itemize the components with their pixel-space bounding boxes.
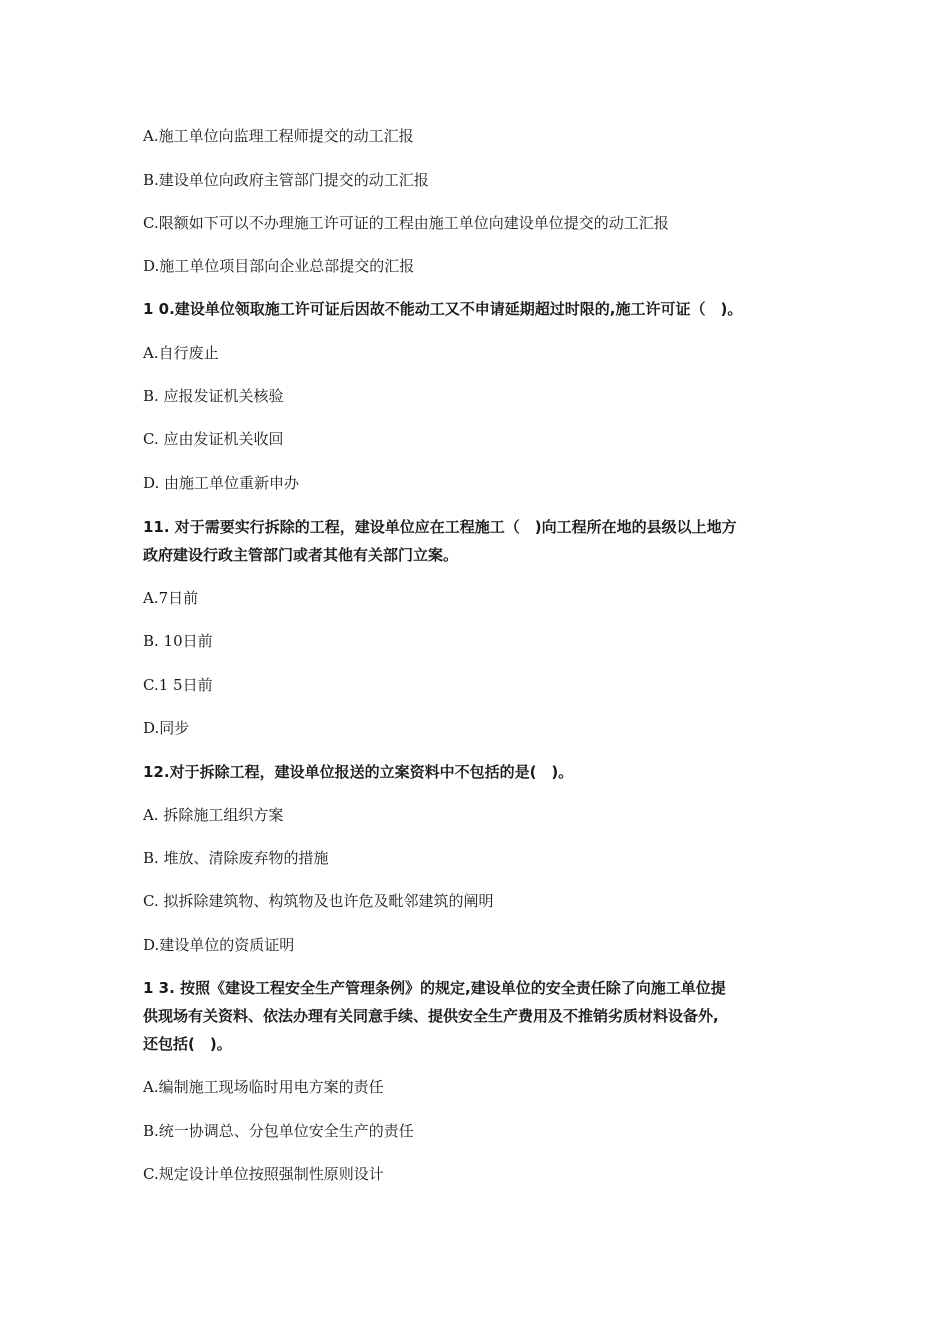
option-9b: B.建设单位向政府主管部门提交的动工汇报 (143, 171, 429, 189)
option-11b: B. 10日前 (143, 632, 213, 650)
option-13a: A.编制施工现场临时用电方案的责任 (143, 1078, 384, 1096)
option-13b: B.统一协调总、分包单位安全生产的责任 (143, 1122, 414, 1140)
option-10c: C. 应由发证机关收回 (143, 430, 284, 448)
option-9a: A.施工单位向监理工程师提交的动工汇报 (143, 127, 414, 145)
option-9d: D.施工单位项目部向企业总部提交的汇报 (143, 257, 415, 275)
question-13-line-3: 还包括( )。 (143, 1035, 232, 1053)
option-10d: D. 由施工单位重新申办 (143, 474, 300, 492)
option-12d: D.建设单位的资质证明 (143, 936, 295, 954)
option-12a: A. 拆除施工组织方案 (143, 806, 284, 824)
option-11a: A.7日前 (143, 589, 199, 607)
question-12: 12.对于拆除工程，建设单位报送的立案资料中不包括的是( )。 (143, 763, 574, 781)
question-11-line-2: 政府建设行政主管部门或者其他有关部门立案。 (143, 546, 459, 564)
question-10: 1 0.建设单位领取施工许可证后因故不能动工又不申请延期超过时限的,施工许可证（ )。 (143, 300, 743, 318)
question-11-line-1: 11. 对于需要实行拆除的工程，建设单位应在工程施工（ )向工程所在地的县级以上地方 (143, 518, 737, 536)
option-12b: B. 堆放、清除废弃物的措施 (143, 849, 329, 867)
question-13-line-2: 供现场有关资料、依法办理有关同意手续、提供安全生产费用及不推销劣质材料设备外, (143, 1007, 719, 1025)
question-13-line-1: 1 3. 按照《建设工程安全生产管理条例》的规定,建设单位的安全责任除了向施工单位提 (143, 979, 726, 997)
option-9c: C.限额如下可以不办理施工许可证的工程由施工单位向建设单位提交的动工汇报 (143, 214, 669, 232)
option-12c: C. 拟拆除建筑物、构筑物及也许危及毗邻建筑的阐明 (143, 892, 494, 910)
option-11d: D.同步 (143, 719, 190, 737)
option-11c: C.1 5日前 (143, 676, 213, 694)
option-13c: C.规定设计单位按照强制性原则设计 (143, 1165, 384, 1183)
option-10a: A.自行废止 (143, 344, 219, 362)
option-10b: B. 应报发证机关核验 (143, 387, 284, 405)
